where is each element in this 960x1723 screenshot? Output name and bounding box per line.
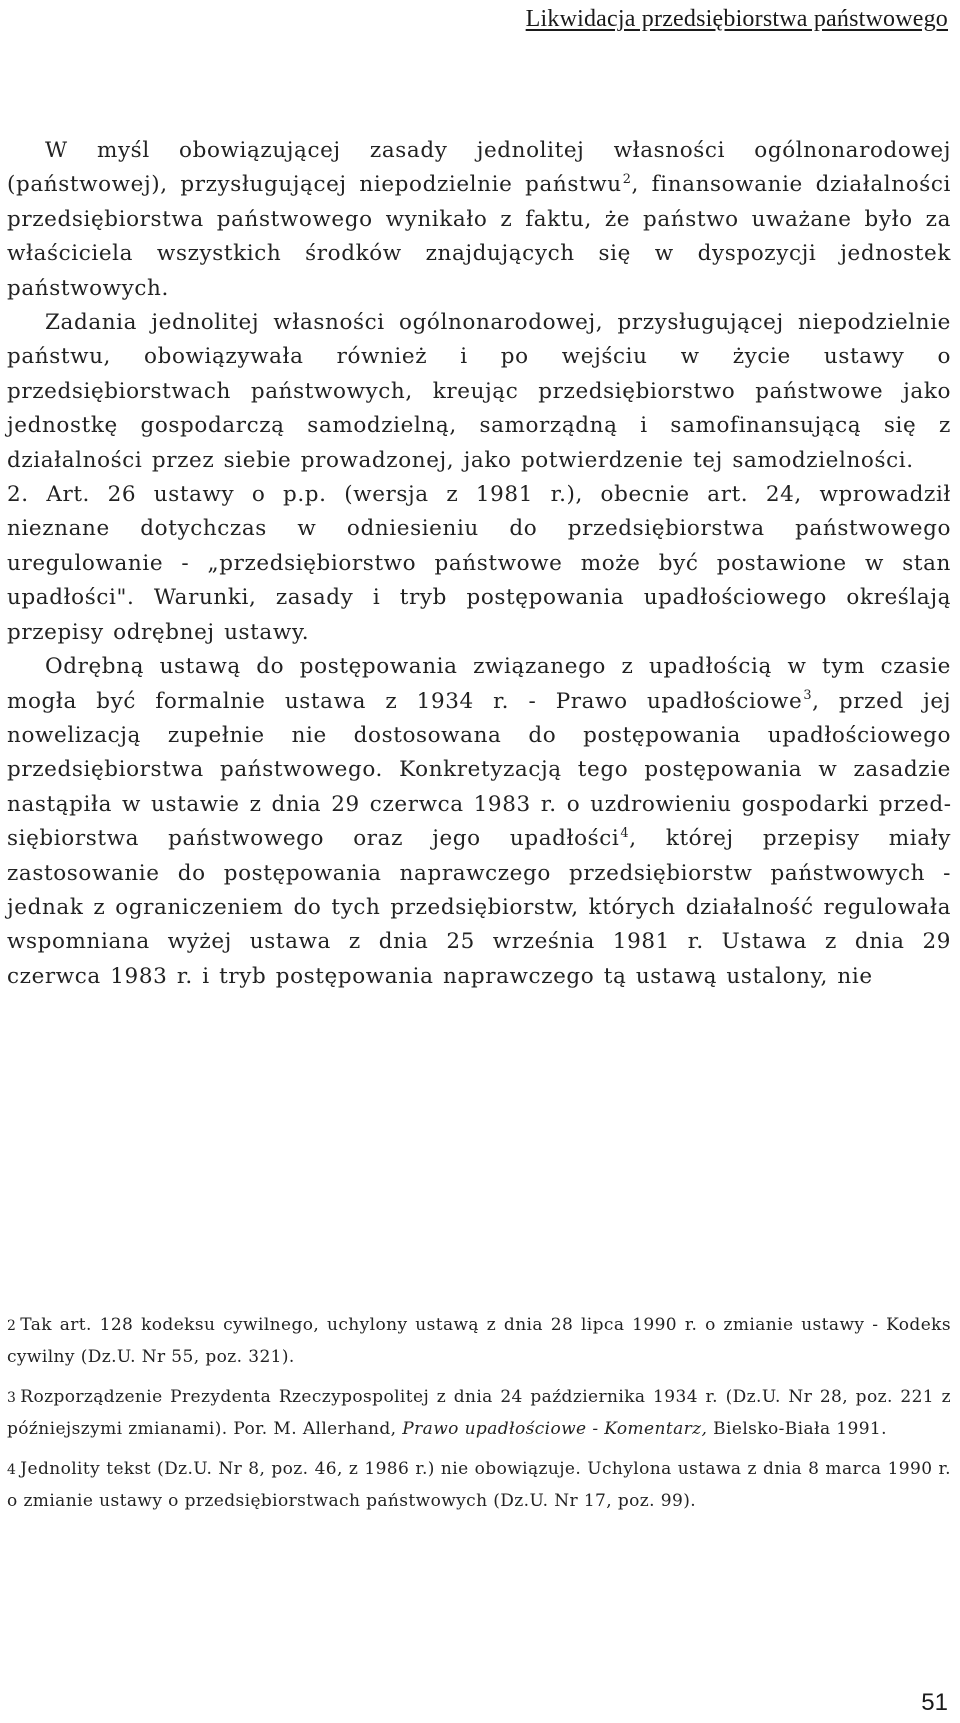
footnote-mark: 4 [7, 1462, 17, 1478]
paragraph-4-text-b: , przed jej nowelizacją zupełnie nie dostosowana do postępowania upadłościowego przedsiębiorstwa państwowego. Konkretyzacją tego postępowania w zasadzie nastąpiła w ustawie z dnia 29 czerwca 1983 r. o uzdrowieniu gospodarki przedsiębiorstwa państwowego oraz jego upadłości [7, 688, 952, 852]
footnote-mark: 3 [7, 1390, 17, 1406]
footnote-ref-3: 3 [803, 688, 813, 704]
footnote-text: Tak art. 128 kodeksu cywilnego, uchylony ustawą z dnia 28 lipca 1990 r. o zmianie ustawy - Kodeks cywilny (Dz.U. Nr 55, poz. 321). [7, 1315, 951, 1367]
footnote-4 [7, 1454, 951, 1517]
paragraph-1-text-a: W myśl obowiązującej zasady jednolitej własności ogólnonarodowej (państwowej), przysługującej niepodzielnie państwu [7, 138, 951, 198]
paragraph-1 [7, 134, 951, 306]
paragraph-4 [7, 650, 951, 994]
paragraph-4-text-c: , której przepisy miały zastosowanie do postępowania naprawczego przedsiębiorstw państwowych - jednak z ograniczeniem do tych przedsiębiorstw, których działalność regulowała wspomniana wyżej ustawa z dnia 25 września 1981 r. Ustawa z dnia 29 czerwca 1983 r. i tryb postępowania naprawczego tą ustawą ustalony, nie [7, 826, 951, 989]
paragraph-2: Zadania jednolitej własności ogólnonarodowej, przysługującej niepodzielnie państwu, obowiązywała również i po wejściu w życie ustawy o przedsiębiorstwach państwowych, kreując przedsiębiorstwo państwowe jako jednostkę gospodarczą samodzielną, samorządną i samofinansującą się z działalności przez siebie prowadzonej, jako potwierdzenie tej samodzielności. [7, 310, 951, 473]
footnote-ref-4: 4 [620, 825, 630, 841]
footnote-text: Jednolity tekst (Dz.U. Nr 8, poz. 46, z 1986 r.) nie obowiązuje. Uchylona ustawa z dnia 8 marca 1990 r. o zmianie ustawy o przedsiębiorstwach państwowych (Dz.U. Nr 17, poz. 99). [7, 1459, 951, 1511]
footnote-mark: 2 [7, 1318, 17, 1334]
footnote-text-b: Bielsko-Biała 1991. [707, 1419, 887, 1439]
running-header: Likwidacja przedsiębiorstwa państwowego [525, 6, 948, 32]
footnote-2 [7, 1310, 951, 1373]
footnote-text-a: Rozporządzenie Prezydenta Rzeczypospolitej z dnia 24 października 1934 r. (Dz.U. Nr 28, poz. 221 z późniejszymi zmianami). Por. M. Allerhand, [7, 1387, 951, 1439]
page-number: 51 [921, 1689, 948, 1716]
footnote-italic-title: Prawo upadłościowe - Komentarz, [402, 1419, 708, 1439]
paragraph-4-text-a: Odrębną ustawą do postępowania związanego z upadłością w tym czasie mogła być formalnie ustawa z 1934 r. - Prawo upadłościowe [7, 654, 951, 714]
paragraph-3: 2. Art. 26 ustawy o p.p. (wersja z 1981 r.), obecnie art. 24, wprowadził nieznane dotychczas w odniesieniu do przedsiębiorstwa państwowego uregulowanie - „przedsiębiorstwo państwowe może być postawione w stan upadłości". Warunki, zasady i tryb postępowania upadłościowego określają przepisy odrębnej ustawy. [7, 482, 951, 645]
footnote-3 [7, 1382, 951, 1445]
paragraph-1-text-b: , finansowanie działalności przedsiębiorstwa państwowego wynikało z faktu, że państwo uważane było za właściciela wszystkich środków znajdujących się w dyspozycji jednostek państwowych. [7, 172, 951, 301]
main-text [7, 134, 951, 994]
footnote-ref-2: 2 [622, 172, 632, 188]
footnotes [7, 1310, 951, 1526]
